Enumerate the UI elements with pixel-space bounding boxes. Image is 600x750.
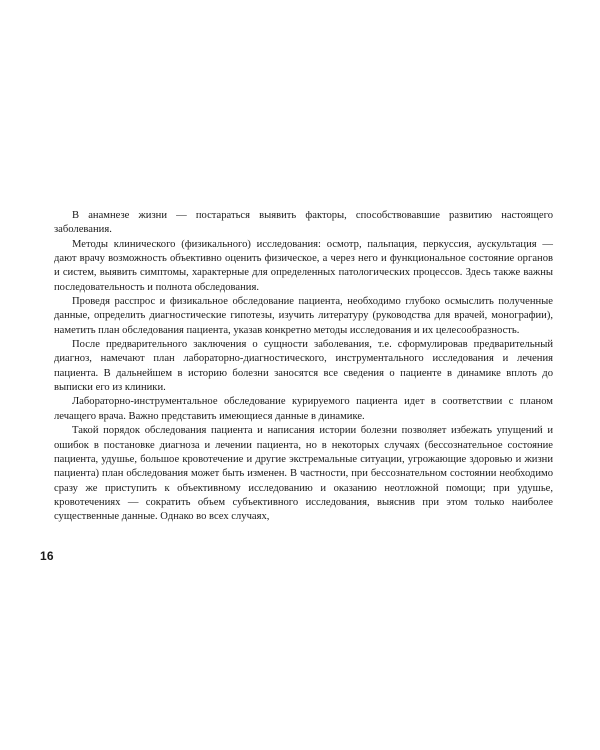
page-number: 16 [40,549,54,563]
paragraph-lab-examination: Лабораторно-инструментальное обследование курируемого пациента идет в соответствии с планом лечащего врача. Важно представить имеющиеся данные в динамике. [54,396,553,422]
paragraph-clinical-methods: Методы клинического (физикального) исследования: осмотр, пальпация, перкуссия, аускультация — дают врачу возможность объективно оценить физическое, а через него и функциональное состояние органов и систем, выявить симптомы, характерные для определенных патологических процессов. Здесь также важны последовательность и полнота обследования. [54,238,553,293]
body-text [54,209,553,525]
paragraph-examination-analysis: Проведя расспрос и физикальное обследование пациента, необходимо глубоко осмыслить полученные данные, определить диагностические гипотезы, изучить литературу (руководства для врачей, монографии), наметить план обследования пациента, указав конкретно методы исследования и их целесообразность. [54,296,553,336]
paragraph-anamnesis: В анамнезе жизни — постараться выявить факторы, способствовавшие развитию настоящего заболевания. [54,210,553,236]
paragraph-preliminary-diagnosis: После предварительного заключения о сущности заболевания, т.е. сформулировав предварительный диагноз, намечают план лабораторно-диагностического, инструментального исследования и лечения пациента. В дальнейшем в историю болезни заносятся все сведения о пациенте в динамике вплоть до выписки его из клиники. [54,339,553,394]
paragraph-examination-order: Такой порядок обследования пациента и написания истории болезни позволяет избежать упущений и ошибок в постановке диагноза и лечении пациента, но в некоторых случаях (бессознательное состояние пациента, удушье, большое кровотечение и другие экстремальные ситуации, угрожающие здоровью и жизни пациента) план обследования может быть изменен. В частности, при бессознательном состоянии необходимо сразу же приступить к объективному исследованию и оказанию неотложной помощи; при удушье, кровотечениях — сократить объем субъективного исследования, выяснив при этом только наиболее существенные данные. Однако во всех случаях, [54,425,553,523]
